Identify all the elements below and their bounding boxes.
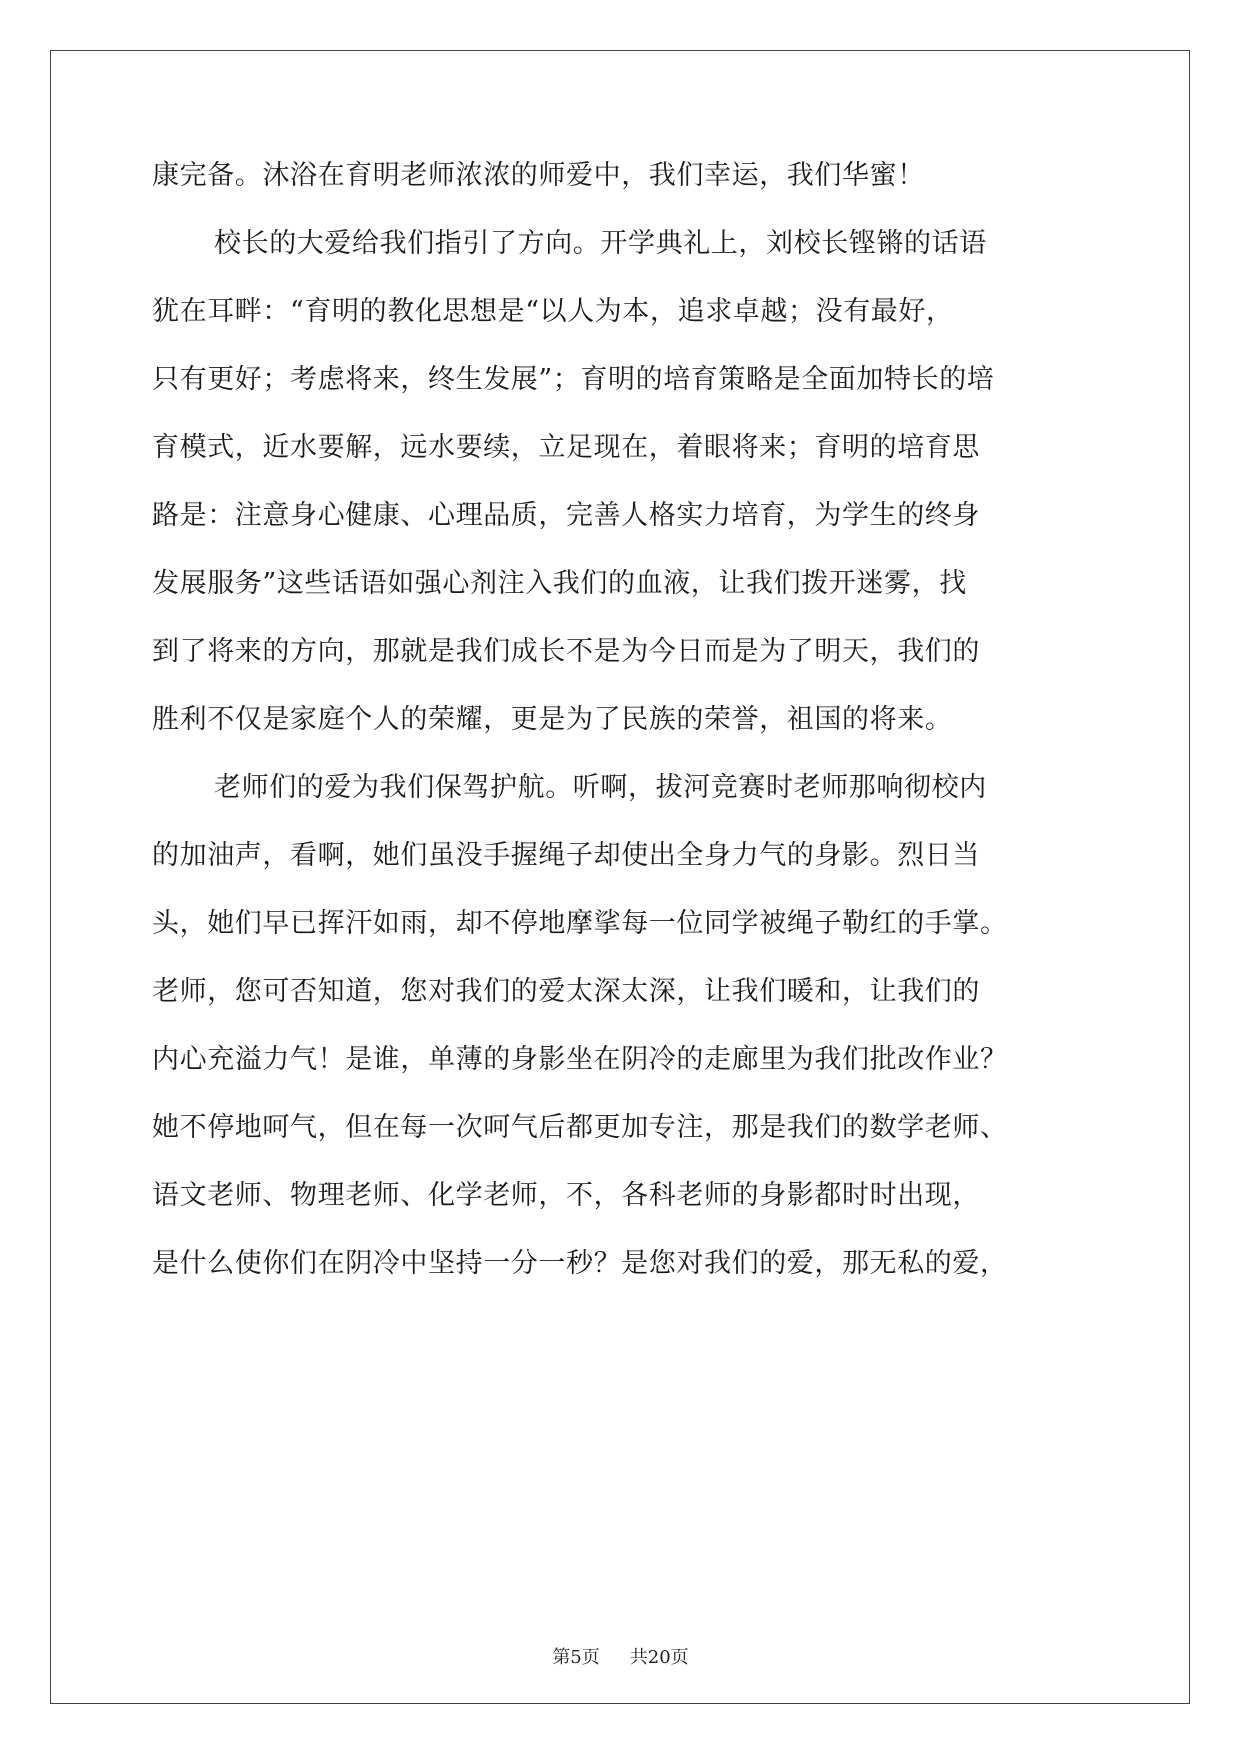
paragraph-line: 头，她们早已挥汗如雨，却不停地摩挲每一位同学被绳子勒红的手掌。: [152, 908, 1008, 939]
paragraph-line: 校长的大爱给我们指引了方向。开学典礼上，刘校长铿锵的话语: [214, 228, 987, 259]
paragraph-line: 老师，您可否知道，您对我们的爱太深太深，让我们暖和，让我们的: [152, 976, 980, 1007]
paragraph-line: 犹在耳畔：“育明的教化思想是“以人为本，追求卓越；没有最好，: [152, 296, 954, 327]
page-total: 共20页: [629, 1647, 689, 1668]
paragraph-line: 内心充溢力气！是谁，单薄的身影坐在阴冷的走廊里为我们批改作业？: [152, 1044, 1008, 1075]
paragraph-line: 康完备。沐浴在育明老师浓浓的师爱中，我们幸运，我们华蜜！: [152, 160, 925, 191]
page-footer: [0, 1646, 1241, 1670]
page-number: 第5页: [552, 1647, 600, 1668]
paragraph-line: 语文老师、物理老师、化学老师，不，各科老师的身影都时时出现，: [152, 1180, 980, 1211]
paragraph-line: 只有更好；考虑将来，终生发展”；育明的培育策略是全面加特长的培: [152, 364, 995, 395]
paragraph-line: 她不停地呵气，但在每一次呵气后都更加专注，那是我们的数学老师、: [152, 1112, 1008, 1143]
paragraph-line: 老师们的爱为我们保驾护航。听啊，拔河竞赛时老师那响彻校内: [214, 772, 987, 803]
paragraph-line: 路是：注意身心健康、心理品质，完善人格实力培育，为学生的终身: [152, 500, 980, 531]
paragraph-line: 的加油声，看啊，她们虽没手握绳子却使出全身力气的身影。烈日当: [152, 840, 980, 871]
paragraph-line: 到了将来的方向，那就是我们成长不是为今日而是为了明天，我们的: [152, 636, 980, 667]
paragraph-line: 育模式，近水要解，远水要续，立足现在，着眼将来；育明的培育思: [152, 432, 980, 463]
paragraph-line: 发展服务”这些话语如强心剂注入我们的血液，让我们拨开迷雾，找: [152, 568, 967, 599]
paragraph-line: 是什么使你们在阴冷中坚持一分一秒？是您对我们的爱，那无私的爱，: [152, 1248, 1008, 1279]
paragraph-line: 胜利不仅是家庭个人的荣耀，更是为了民族的荣誉，祖国的将来。: [152, 704, 953, 735]
